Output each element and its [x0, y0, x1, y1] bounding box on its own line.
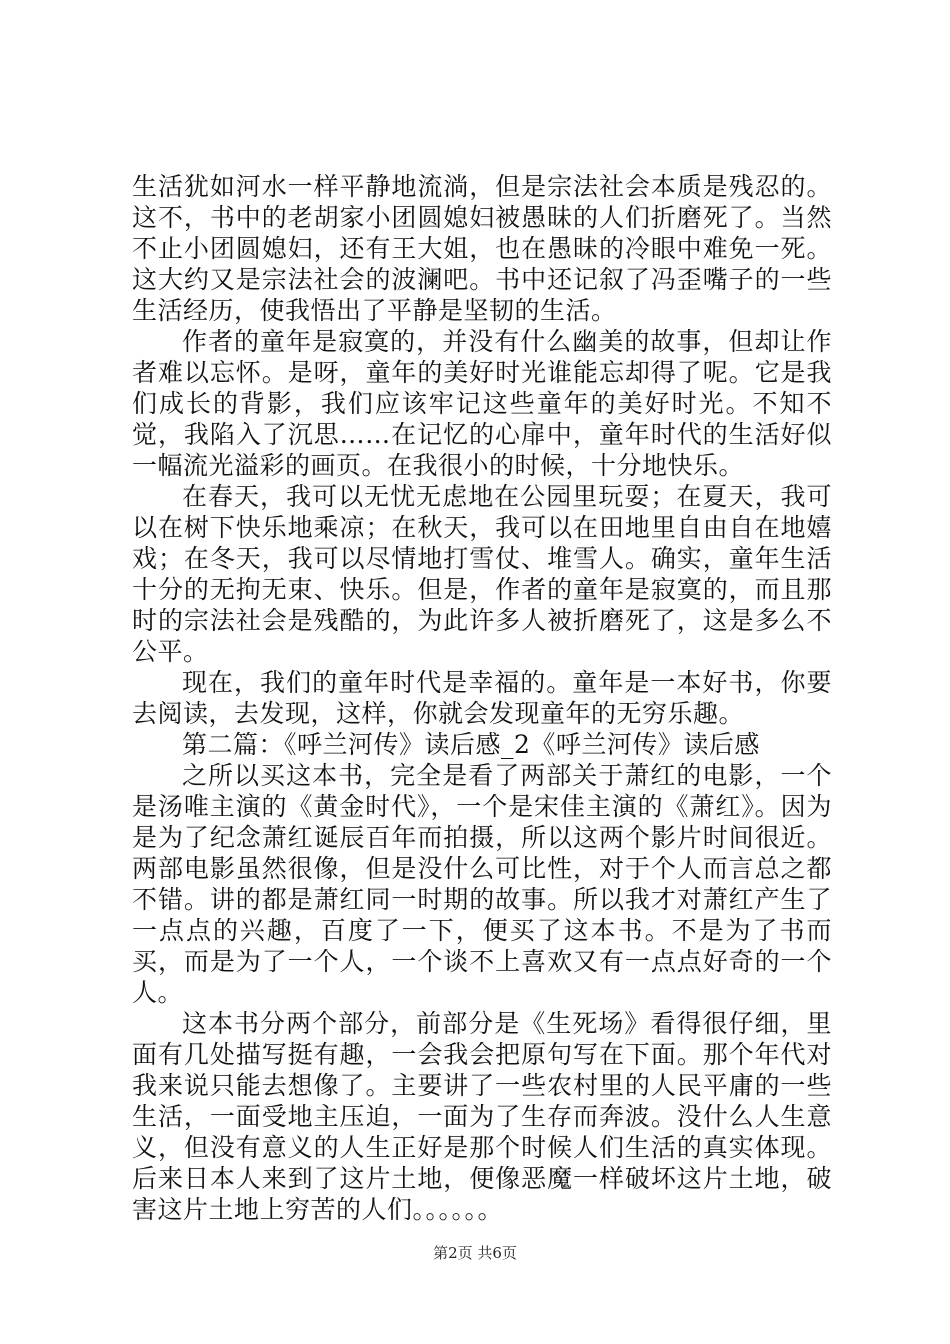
paragraph-happy-childhood: 现在，我们的童年时代是幸福的。童年是一本好书，你要去阅读，去发现，这样，你就会发现童年的无穷乐趣。 [132, 668, 832, 728]
section-heading: 第二篇：《呼兰河传》读后感_2《呼兰河传》读后感 [182, 730, 760, 759]
paragraph-why-bought: 之所以买这本书，完全是看了两部关于萧红的电影，一个是汤唯主演的《黄金时代》，一个是宋佳主演的《萧红》。因为是为了纪念萧红诞辰百年而拍摄，所以这两个影片时间很近。两部电影虽然很像，但是没什么可比性，对于个人而言总之都不错。讲的都是萧红同一时期的故事。所以我才对萧红产生了一点点的兴趣，百度了一下，便买了这本书。不是为了书而买，而是为了一个人，一个谈不上喜欢又有一点点好奇的一个人。 [132, 761, 832, 1007]
body-text [132, 171, 832, 1225]
paragraph-book-parts: 这本书分两个部分，前部分是《生死场》看得很仔细，里面有几处描写挺有趣，一会我会把原句写在下面。那个年代对我来说只能去想像了。主要讲了一些农村里的人民平庸的一些生活，一面受地主压迫，一面为了生存而奔波。没什么人生意义，但没有意义的人生正好是那个时候人们生活的真实体现。后来日本人来到了这片土地，便像恶魔一样破坏这片土地，破害这片土地上穷苦的人们。。。。。。 [132, 1009, 832, 1224]
paragraph-seasons: 在春天，我可以无忧无虑地在公园里玩耍；在夏天，我可以在树下快乐地乘凉；在秋天，我可以在田地里自由自在地嬉戏；在冬天，我可以尽情地打雪仗、堆雪人。确实，童年生活十分的无拘无束、快乐。但是，作者的童年是寂寞的，而且那时的宗法社会是残酷的，为此许多人被折磨死了，这是多么不公平。 [132, 482, 832, 666]
page-footer: 第2页 共6页 [433, 1244, 517, 1262]
paragraph-continuation: 生活犹如河水一样平静地流淌，但是宗法社会本质是残忍的。这不，书中的老胡家小团圆媳妇被愚昧的人们折磨死了。当然不止小团圆媳妇，还有王大姐，也在愚昧的冷眼中难免一死。这大约又是宗法社会的波澜吧。书中还记叙了冯歪嘴子的一些生活经历，使我悟出了平静是坚韧的生活。 [132, 172, 832, 325]
paragraph-author-childhood: 作者的童年是寂寞的，并没有什么幽美的故事，但却让作者难以忘怀。是呀，童年的美好时光谁能忘却得了呢。它是我们成长的背影，我们应该牢记这些童年的美好时光。不知不觉，我陷入了沉思……在记忆的心扉中，童年时代的生活好似一幅流光溢彩的画页。在我很小的时候，十分地快乐。 [132, 327, 832, 480]
